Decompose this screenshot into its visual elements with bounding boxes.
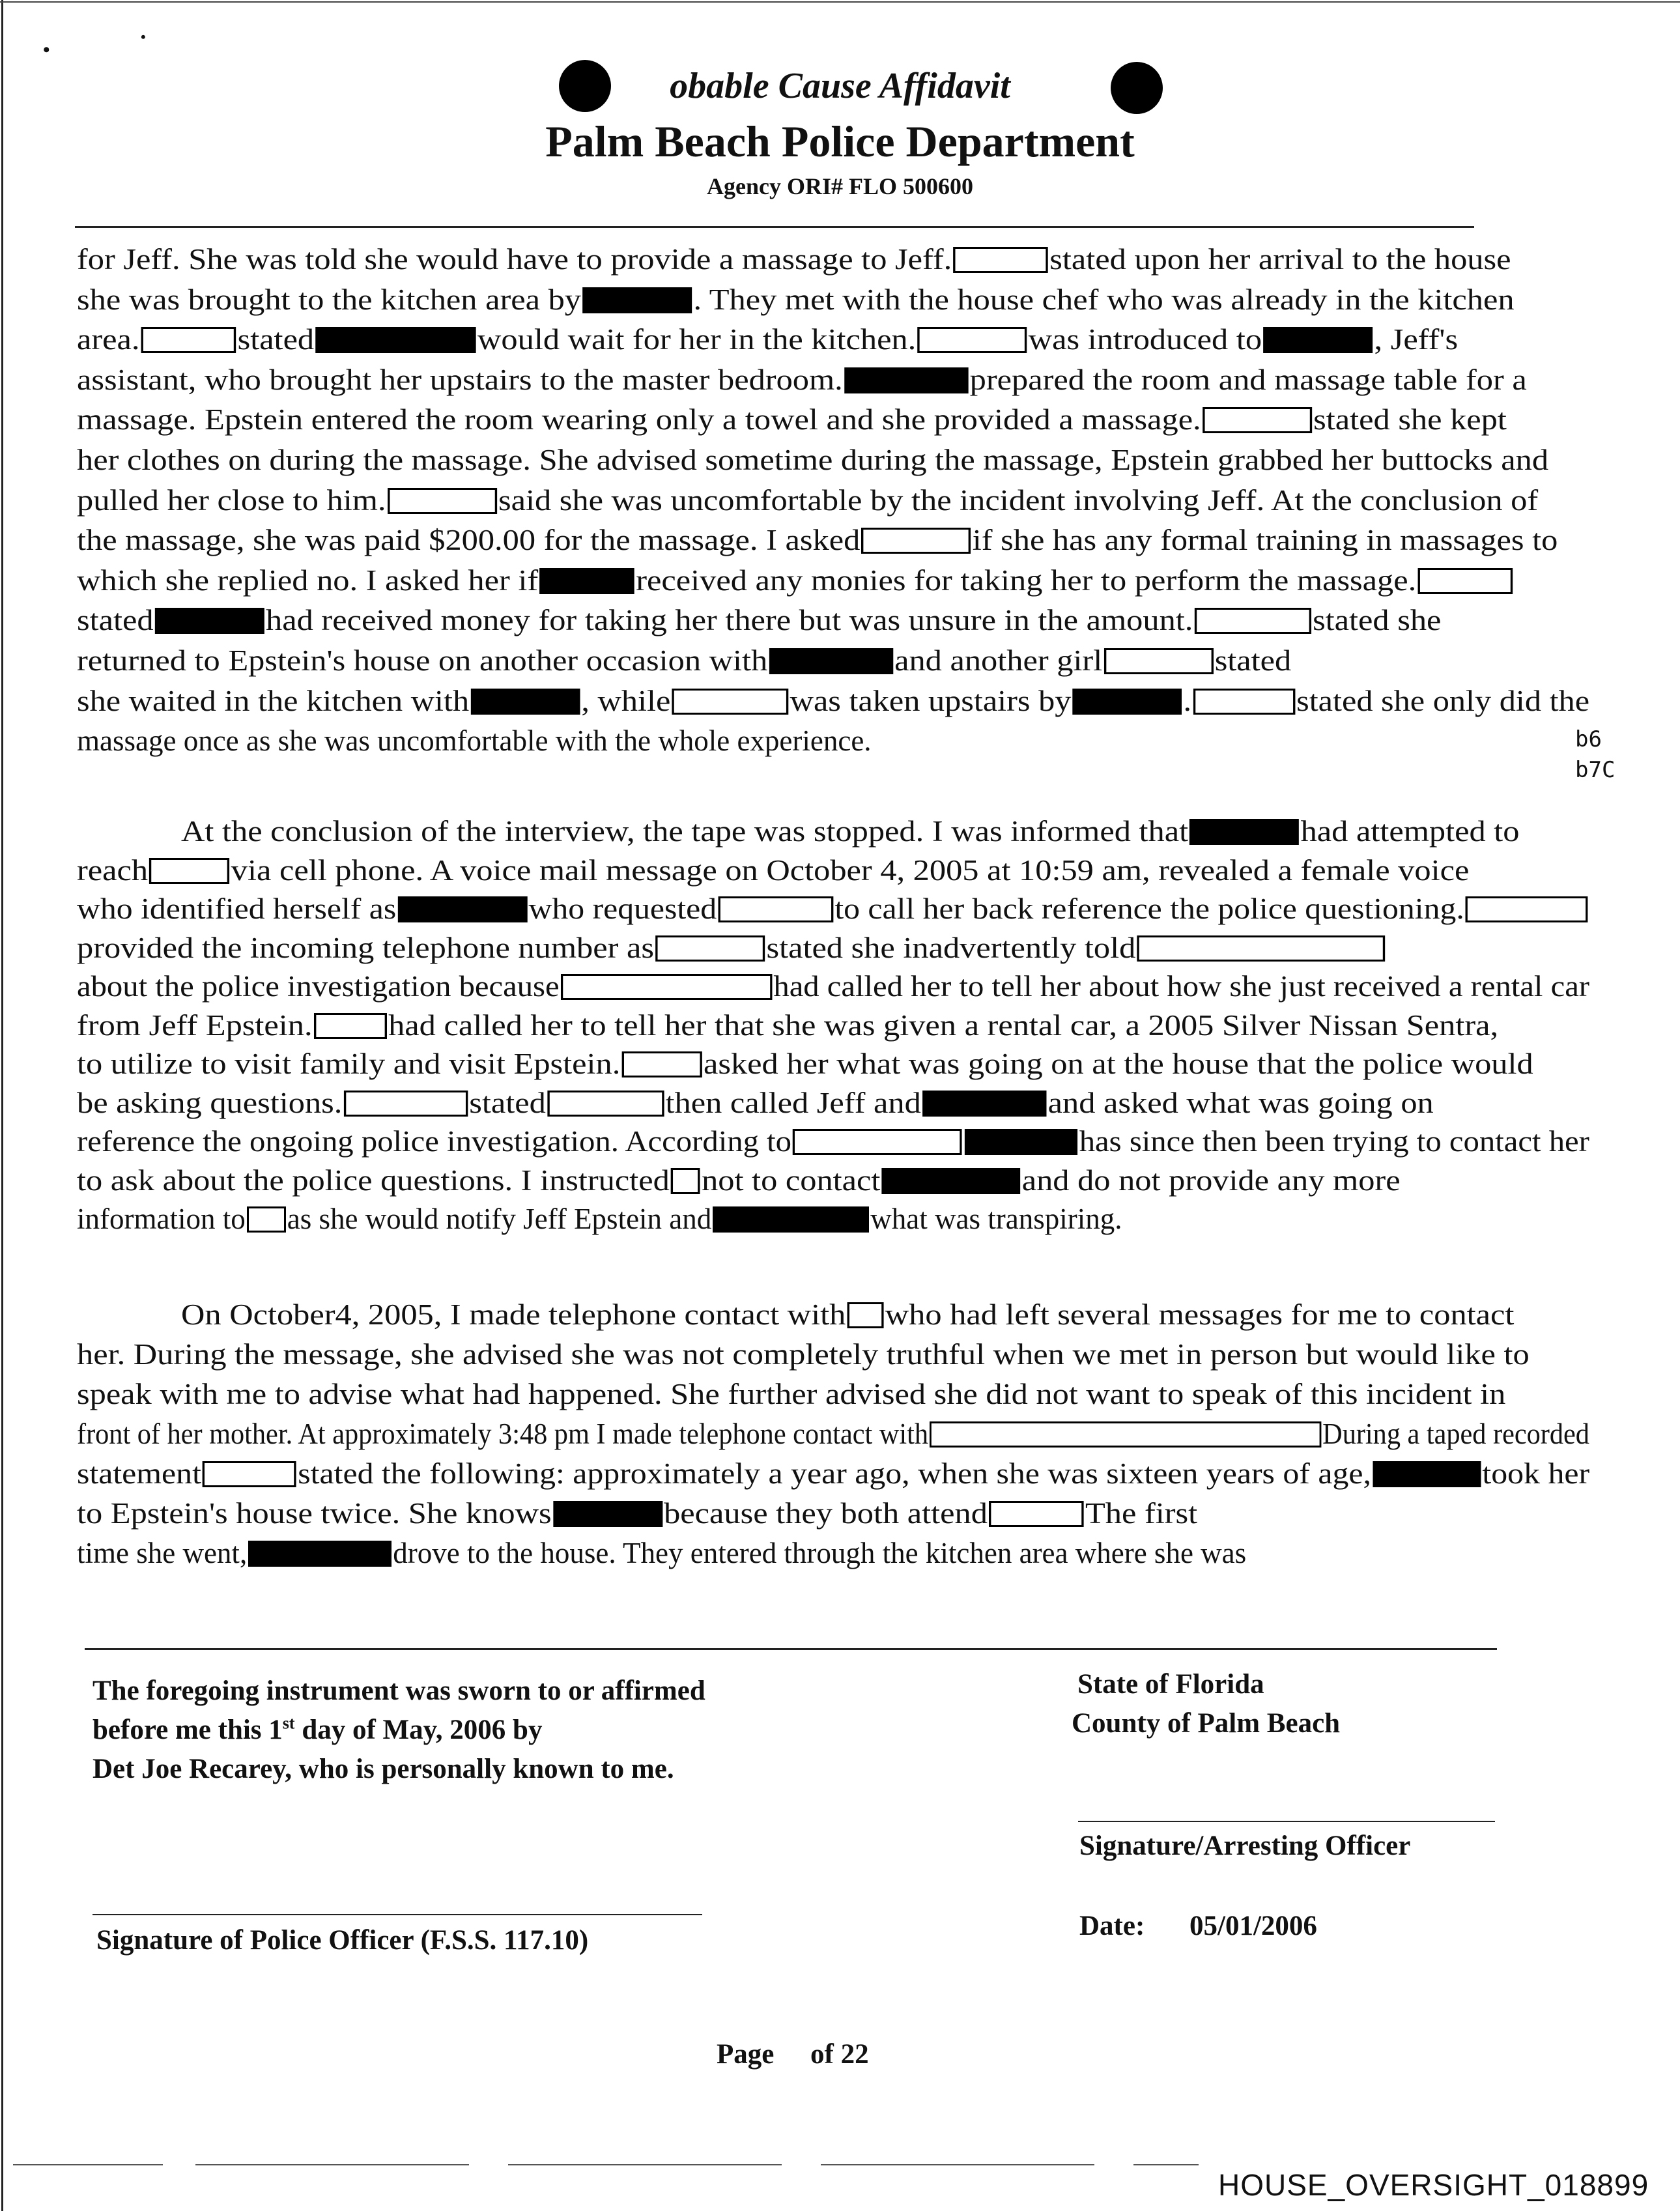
body-text-run: who had left several messages for me to contact bbox=[885, 1298, 1515, 1331]
body-text-run: returned to Epstein's house on another occasion with bbox=[77, 644, 768, 677]
body-text-run: provided the incoming telephone number as bbox=[77, 931, 654, 964]
body-line bbox=[77, 1046, 1533, 1082]
body-line bbox=[77, 321, 1458, 358]
body-text-run: , while bbox=[581, 684, 671, 717]
body-text-run: be asking questions. bbox=[77, 1086, 343, 1119]
redaction-box bbox=[953, 247, 1048, 273]
header-rule bbox=[75, 226, 1474, 228]
exemption-code: b7C bbox=[1575, 757, 1616, 783]
footer-rule bbox=[85, 1648, 1497, 1650]
body-text-run: to ask about the police questions. I instructed bbox=[77, 1163, 670, 1197]
body-text-run: as she would notify Jeff Epstein and bbox=[287, 1203, 712, 1235]
body-line bbox=[77, 1201, 1122, 1237]
body-text-run: At the conclusion of the interview, the tape was stopped. I was informed that bbox=[181, 815, 1189, 848]
body-text-run: During a taped recorded bbox=[1322, 1418, 1589, 1450]
body-text-run: stated the following: approximately a year ago, when she was sixteen years of age, bbox=[298, 1457, 1371, 1490]
scan-border-dash bbox=[195, 2164, 469, 2165]
body-line bbox=[77, 401, 1507, 438]
body-text-run: then called Jeff and bbox=[665, 1086, 921, 1119]
redaction-box bbox=[655, 935, 765, 962]
body-text-run: drove to the house. They entered through the kitchen area where she was bbox=[393, 1537, 1247, 1569]
body-text-run: , Jeff's bbox=[1374, 323, 1459, 356]
body-line bbox=[77, 482, 1538, 519]
body-text-run: speak with me to advise what had happened. She further advised she did not want to speak of this incident in bbox=[77, 1378, 1506, 1410]
body-line bbox=[77, 722, 872, 759]
redaction-box bbox=[989, 1501, 1084, 1527]
body-text-run: to utilize to visit family and visit Epstein. bbox=[77, 1048, 621, 1080]
body-text-run: who identified herself as bbox=[77, 892, 397, 925]
body-line bbox=[77, 683, 1589, 719]
redaction-bar bbox=[582, 287, 692, 313]
redaction-bar bbox=[1373, 1461, 1481, 1487]
body-line bbox=[77, 1336, 1530, 1373]
body-text-run: stated she bbox=[1313, 604, 1442, 637]
body-line bbox=[77, 602, 1441, 638]
redaction-box bbox=[917, 327, 1027, 353]
redaction-bar bbox=[713, 1206, 869, 1233]
redaction-box bbox=[1137, 935, 1386, 962]
redaction-box bbox=[203, 1461, 296, 1487]
redaction-box bbox=[847, 1302, 884, 1328]
scan-border-dash bbox=[821, 2164, 1094, 2165]
body-text-run: stated she kept bbox=[1313, 403, 1507, 436]
body-text-run: to Epstein's house twice. She knows bbox=[77, 1497, 552, 1530]
police-officer-label: Signature of Police Officer (F.S.S. 117.10) bbox=[96, 1925, 589, 1956]
body-text-run: time she went, bbox=[77, 1537, 248, 1569]
body-text-run: massage. Epstein entered the room wearing only a towel and she provided a massage. bbox=[77, 403, 1201, 436]
redaction-box bbox=[1103, 648, 1213, 674]
body-text-run: front of her mother. At approximately 3:48 pm I made telephone contact with bbox=[77, 1418, 929, 1450]
sworn-statement-line1: The foregoing instrument was sworn to or affirmed bbox=[93, 1676, 705, 1706]
redaction-bar bbox=[882, 1168, 1021, 1194]
redaction-box bbox=[149, 858, 229, 884]
redaction-box bbox=[1195, 608, 1311, 634]
redaction-box bbox=[930, 1421, 1321, 1448]
body-text-run: had received money for taking her there but was unsure in the amount. bbox=[266, 604, 1193, 637]
page-label: Page bbox=[717, 2039, 775, 2070]
body-text-run: . bbox=[1183, 684, 1192, 717]
redaction-bar bbox=[470, 689, 580, 715]
body-text-run: not to contact bbox=[702, 1163, 881, 1197]
body-line bbox=[77, 1416, 1589, 1452]
body-line bbox=[77, 1535, 1246, 1571]
body-text-run: stated bbox=[1214, 644, 1292, 677]
redaction-box bbox=[862, 528, 971, 554]
document-title: obable Cause Affidavit bbox=[670, 66, 1010, 106]
body-text-run: area. bbox=[77, 323, 140, 356]
body-line bbox=[77, 1085, 1434, 1121]
body-text-run: from Jeff Epstein. bbox=[77, 1008, 313, 1042]
redaction-bar bbox=[1263, 327, 1373, 353]
redaction-bar bbox=[553, 1501, 662, 1527]
body-text-run: prepared the room and massage table for a bbox=[969, 363, 1527, 396]
redaction-bar bbox=[965, 1129, 1077, 1155]
body-text-run: had called her to tell her about how she just received a rental car bbox=[773, 970, 1590, 1003]
redaction-box bbox=[1203, 407, 1312, 433]
agency-ori: Agency ORI# FLO 500600 bbox=[707, 173, 973, 199]
body-line bbox=[77, 1455, 1589, 1492]
body-line bbox=[77, 852, 1469, 889]
arresting-officer-label: Signature/Arresting Officer bbox=[1079, 1831, 1411, 1861]
redaction-box bbox=[672, 689, 789, 715]
redaction-bar bbox=[155, 608, 264, 634]
body-text-run: statement bbox=[77, 1457, 201, 1490]
body-text-run: had called her to tell her that she was given a rental car, a 2005 Silver Nissan Sentra, bbox=[388, 1008, 1499, 1042]
body-text-run: was taken upstairs by bbox=[790, 684, 1072, 717]
body-text-run: information to bbox=[77, 1203, 246, 1235]
body-text-run: stated bbox=[77, 604, 154, 637]
police-signature-line bbox=[93, 1914, 702, 1915]
sworn-statement-line3: Det Joe Recarey, who is personally known to me. bbox=[93, 1754, 674, 1784]
exemption-code: b6 bbox=[1575, 726, 1602, 752]
body-text-run: . They met with the house chef who was already in the kitchen bbox=[693, 283, 1515, 316]
body-text-run: massage once as she was uncomfortable with the whole experience. bbox=[77, 724, 872, 758]
redaction-bar bbox=[1189, 819, 1299, 845]
redaction-box bbox=[388, 488, 497, 514]
county-label: County of Palm Beach bbox=[1072, 1708, 1341, 1739]
body-text-run: received any monies for taking her to perform the massage. bbox=[636, 563, 1417, 597]
body-text-run: and asked what was going on bbox=[1047, 1086, 1434, 1119]
arresting-signature-line bbox=[1078, 1821, 1495, 1822]
date-value: 05/01/2006 bbox=[1189, 1911, 1317, 1941]
body-text-run: because they both attend bbox=[664, 1497, 988, 1530]
body-text-run: about the police investigation because bbox=[77, 970, 560, 1003]
body-text-run: and do not provide any more bbox=[1021, 1163, 1401, 1197]
redaction-bar bbox=[844, 367, 968, 393]
page-count: of 22 bbox=[810, 2039, 869, 2070]
body-text-run: the massage, she was paid $200.00 for the massage. I asked bbox=[77, 524, 861, 557]
body-text-run: her. During the message, she advised she was not completely truthful when we met in person but would like to bbox=[77, 1338, 1530, 1371]
scan-speck: • bbox=[141, 29, 146, 45]
scan-border-dash bbox=[508, 2164, 782, 2165]
body-line bbox=[77, 522, 1558, 558]
body-line bbox=[181, 813, 1520, 849]
redaction-box bbox=[344, 1091, 468, 1117]
redaction-bar bbox=[315, 327, 476, 353]
body-line bbox=[77, 1007, 1498, 1044]
body-line bbox=[77, 1495, 1197, 1532]
body-line bbox=[77, 642, 1291, 679]
body-text-run: reference the ongoing police investigation. According to bbox=[77, 1125, 792, 1158]
scan-edge-top bbox=[0, 1, 1680, 3]
body-line bbox=[77, 241, 1511, 278]
body-text-run: had attempted to bbox=[1300, 815, 1520, 848]
body-line bbox=[77, 930, 1387, 966]
redaction-box bbox=[1466, 896, 1588, 922]
body-line bbox=[77, 891, 1589, 927]
body-line bbox=[77, 442, 1548, 478]
body-line bbox=[181, 1296, 1514, 1333]
state-label: State of Florida bbox=[1077, 1669, 1264, 1700]
body-text-run: via cell phone. A voice mail message on October 4, 2005 at 10:59 am, revealed a female voice bbox=[231, 853, 1470, 887]
body-line bbox=[77, 968, 1589, 1005]
redaction-box bbox=[622, 1051, 702, 1077]
redaction-bar bbox=[397, 896, 527, 922]
redaction-box bbox=[314, 1013, 387, 1039]
body-line bbox=[77, 1376, 1505, 1412]
redaction-box bbox=[561, 974, 772, 1000]
body-text-run: what was transpiring. bbox=[870, 1203, 1122, 1235]
redaction-bar bbox=[1073, 689, 1182, 715]
sworn-statement-line2: before me this 1st day of May, 2006 by bbox=[93, 1713, 543, 1745]
body-text-run: reach bbox=[77, 853, 149, 887]
body-text-run: she waited in the kitchen with bbox=[77, 684, 470, 717]
body-text-run: stated she only did the bbox=[1296, 684, 1590, 717]
body-text-run: if she has any formal training in massages to bbox=[972, 524, 1558, 557]
body-text-run: who requested bbox=[528, 892, 717, 925]
body-text-run: and another girl bbox=[894, 644, 1103, 677]
redaction-bar bbox=[248, 1541, 392, 1567]
document-id: HOUSE_OVERSIGHT_018899 bbox=[1218, 2168, 1649, 2202]
redaction-box bbox=[1417, 568, 1513, 594]
redaction-box bbox=[547, 1091, 664, 1117]
body-text-run: stated bbox=[237, 323, 315, 356]
body-text-run: stated she inadvertently told bbox=[766, 931, 1136, 964]
redaction-box bbox=[793, 1129, 962, 1155]
body-text-run: The first bbox=[1085, 1497, 1198, 1530]
date-label: Date: bbox=[1079, 1911, 1145, 1941]
body-text-run: would wait for her in the kitchen. bbox=[477, 323, 917, 356]
redaction-bar bbox=[922, 1091, 1046, 1117]
body-line bbox=[77, 1123, 1589, 1160]
redaction-box bbox=[141, 327, 236, 353]
body-text-run: was introduced to bbox=[1028, 323, 1262, 356]
body-text-run: she was brought to the kitchen area by bbox=[77, 283, 581, 316]
body-text-run: stated upon her arrival to the house bbox=[1049, 243, 1511, 276]
scan-border-dash bbox=[13, 2164, 163, 2165]
body-line bbox=[77, 562, 1514, 599]
redaction-box bbox=[1193, 689, 1295, 715]
body-text-run: On October4, 2005, I made telephone contact with bbox=[181, 1298, 846, 1331]
scan-edge-left bbox=[1, 0, 3, 2211]
body-text-run: said she was uncomfortable by the incident involving Jeff. At the conclusion of bbox=[498, 483, 1539, 517]
body-text-run: asked her what was going on at the house that the police would bbox=[703, 1048, 1533, 1080]
body-text-run: for Jeff. She was told she would have to provide a massage to Jeff. bbox=[77, 243, 952, 276]
body-line bbox=[77, 1162, 1401, 1199]
body-text-run: took her bbox=[1482, 1457, 1590, 1490]
redaction-bar bbox=[769, 648, 892, 674]
redaction-box bbox=[247, 1206, 286, 1233]
body-text-run: her clothes on during the massage. She advised sometime during the massage, Epstein grabbed her buttocks and bbox=[77, 444, 1549, 476]
scan-border-dash bbox=[1133, 2164, 1199, 2165]
body-text-run: pulled her close to him. bbox=[77, 483, 386, 517]
redaction-bar bbox=[539, 568, 634, 594]
department-name: Palm Beach Police Department bbox=[545, 117, 1135, 166]
redaction-box bbox=[718, 896, 833, 922]
body-line bbox=[77, 362, 1527, 398]
body-text-run: has since then been trying to contact her bbox=[1079, 1125, 1589, 1158]
body-line bbox=[77, 281, 1515, 318]
body-text-run: to call her back reference the police questioning. bbox=[834, 892, 1464, 925]
scan-speck: • bbox=[43, 39, 50, 61]
body-text-run: assistant, who brought her upstairs to the master bedroom. bbox=[77, 363, 843, 396]
body-text-run: stated bbox=[469, 1086, 546, 1119]
body-text-run: which she replied no. I asked her if bbox=[77, 563, 539, 597]
redaction-box bbox=[671, 1168, 700, 1194]
